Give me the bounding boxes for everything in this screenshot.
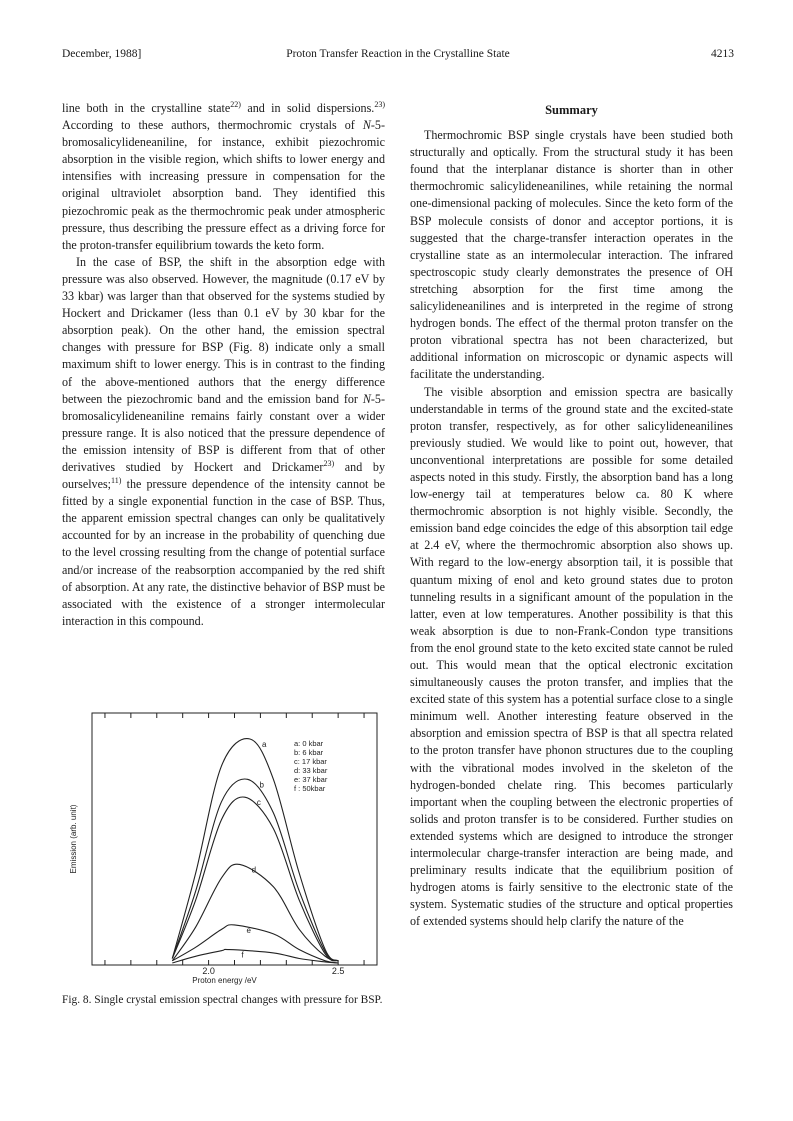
plot-frame xyxy=(92,713,377,965)
summary-heading: Summary xyxy=(545,103,598,117)
series-a-label: a xyxy=(262,740,267,749)
x-tick-label: 2.5 xyxy=(331,966,345,976)
y-axis-label: Emission (arb. unit) xyxy=(69,804,78,874)
series-b-label: b xyxy=(259,780,264,790)
citation-ref: 23) xyxy=(323,458,335,468)
left-paragraph-1: line both in the crystalline state$^{22)}$ and in solid dispersions.$^{23)}$ According to these authors, thermochromic crystals of N-5-bromosalicylideneaniline, for instance, exhibit piezochromic absorption in the visible region, which shifts to lower energy and intensifies with increasing pressure in compensation for the original ultraviolet absorption band. They identified this piezochromic peak as the thermochromic peak under atmospheric pressure, thus describing the pressure effect as a driving force for the proton-transfer equilibrium towards the keto form. xyxy=(62,99,385,252)
series-e-label: e xyxy=(246,925,251,935)
running-header xyxy=(62,48,734,64)
series-f-label: f xyxy=(241,950,244,960)
x-tick-label: 2.0 xyxy=(202,966,215,976)
summary-paragraph-1: Thermochromic BSP single crystals have been studied both structurally and optically. From the structural study it has been found that the interplanar distance is shorter than in other thermochromic salicylideneanilines, while retaining the normal one-dimensional packing of molecules. Since the keto form of the BSP molecule consists of donor and acceptor portions, it is suggested that the charge-transfer interaction operates in the crystalline state as an intermolecular interaction. The infrared spectroscopic study clearly demonstrates the presence of OH stretching absorption for the first time among the salicylideneanilines and is interpreted in the regime of strong hydrogen bonds. The effect of the thermal proton transfer on the proton vibrational spectra has not been characterized, but additional information on microscopic or dynamic aspects will facilitate the understanding. xyxy=(410,128,733,382)
legend-entry: e: 37 kbar xyxy=(294,775,328,784)
x-axis-label: Proton energy /eV xyxy=(192,976,257,985)
legend-entry: f : 50kbar xyxy=(294,784,326,793)
series-c-line xyxy=(172,797,338,961)
figure-8 xyxy=(62,703,385,1030)
legend-entry: c: 17 kbar xyxy=(294,757,327,766)
series-e-line xyxy=(172,925,338,963)
legend-entry: d: 33 kbar xyxy=(294,766,328,775)
header-title: Proton Transfer Reaction in the Crystalline State xyxy=(286,48,510,60)
legend-entry: a: 0 kbar xyxy=(294,739,324,748)
series-d-label: d xyxy=(251,865,257,875)
left-column xyxy=(62,100,385,630)
right-column xyxy=(410,100,733,931)
series-c-label: c xyxy=(256,798,261,808)
citation-ref: 11) xyxy=(111,476,122,486)
citation-ref: 22) xyxy=(230,99,241,109)
summary-paragraph-2: The visible absorption and emission spectra are basically understandable in terms of the ground state and the excited-state proton transfer, respectively, as for other salicylideneanilines previously studied. We would like to point out, however, that unconventional interpretations are possible for some detailed aspects noted in this study. Firstly, the absorption band has a long low-energy tail at temperatures below ca. 80 K where thermochromic absorption is not highly visible. Secondly, the emission band edge coincides the edge of this absorption tail edge at 2.4 eV, where the thermochromic absorption also shows up. With regard to the low-energy absorption tail, it is possible that quantum mixing of enol and keto ground states due to proton tunneling results in a significant amount of the population in the latter, even at low temperatures. Another possibility is that this weak absorption is due to non-Frank-Condon type transitions from the enol ground state to the keto excited state cannot be ruled out. This would mean that the optical electronic excitation simultaneously causes the proton transfer, and implies that the excited state of this system has a potential surface close to a single minimum well. Another interesting feature observed in the absorption and emission spectra of BSP is that all spectra related to the proton transfer have phonon structures due to the coupling with the vibrational modes involved in the skeleton of the hydrogen-bonded chelate ring. This becomes particularly important when the coupling between the electronic properties of solids and proton transfer is to be considered. Further studies on extended systems which are designed to introduce the stronger intermolecular charge-transfer interaction are being made, and preliminary results indicate that the equilibrium position of hydrogen atoms is fairly sensitive to the electronic state of the system. Systematic studies of the structure and optical properties of extended systems should help clarify the nature of the xyxy=(410,384,733,929)
figure-caption: Fig. 8. Single crystal emission spectral changes with pressure for BSP. xyxy=(62,994,383,1006)
emission-spectra-chart xyxy=(62,703,385,988)
left-paragraph-2: In the case of BSP, the shift in the absorption edge with pressure was also observed. However, the magnitude (0.17 eV by 33 kbar) was larger than that observed for the systems studied by Hockert and Drickamer (less than 0.1 eV by 30 kbar for the absorption peak). On the other hand, the emission spectral changes with pressure for BSP (Fig. 8) indicate only a small maximum shift to lower energy. This is in contrast to the finding of the above-mentioned authors that the energy difference between the piezochromic band and the emission band for N-5-bromosalicylideneaniline remains fairly constant over a wider pressure range. It is also noticed that the pressure dependence of the emission intensity of BSP is different from that of other derivatives studied by Hockert and Drickamer$^{23)}$ and by ourselves;$^{11)}$ the pressure dependence of the intensity cannot be fitted by a single exponential function in the case of BSP. Thus, the apparent emission spectral changes can only be qualitatively accounted for by an increase in the probability of quenching due to the level crossing resulting from the change of potential surface and/or increase of the reabsorption accompanied by the red shift of absorption. At any rate, the distinctive behavior of BSP must be associated with the existence of a stronger intermolecular interaction in this compound. xyxy=(62,254,385,628)
legend-entry: b: 6 kbar xyxy=(294,748,324,757)
page-number: 4213 xyxy=(711,48,734,60)
header-date: December, 1988] xyxy=(62,48,142,60)
citation-ref: 23) xyxy=(374,99,385,109)
